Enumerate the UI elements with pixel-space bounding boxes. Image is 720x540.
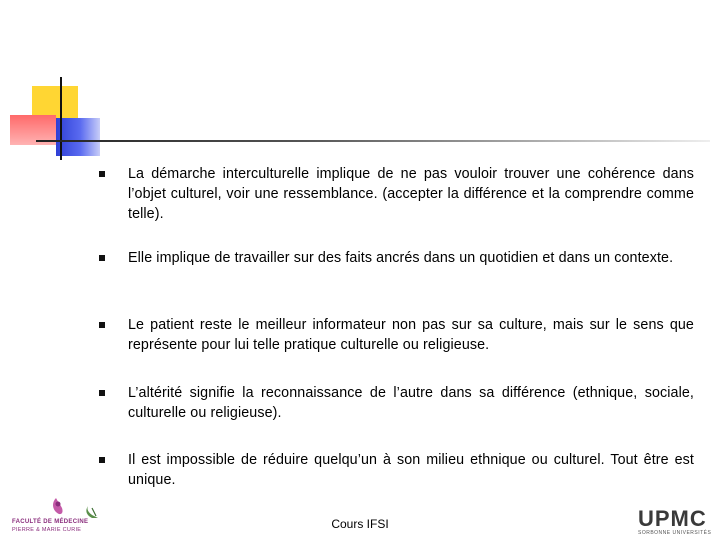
bullet-text: Le patient reste le meilleur informateur non pas sur sa culture, mais sur le sens que représente pour lui telle pratique culturelle ou religieuse. — [128, 317, 694, 353]
bullet-text: Il est impossible de réduire quelqu’un à son milieu ethnique ou culturel. Tout être est unique. — [128, 452, 694, 488]
decor-vertical-line — [60, 77, 62, 160]
decor-blue-square — [56, 118, 100, 156]
faculty-logo-line2: PIERRE & MARIE CURIE — [12, 527, 82, 533]
upmc-logo-sub: SORBONNE UNIVERSITÉS — [638, 530, 712, 536]
bullet-square-icon — [99, 171, 105, 177]
bullet-text: Elle implique de travailler sur des faits ancrés dans un quotidien et dans un contexte. — [128, 250, 674, 266]
upmc-logo-name: UPMC — [638, 506, 707, 531]
faculty-logo-line1: FACULTÉ DE MÉDECINE — [12, 519, 89, 525]
footer-label: Cours IFSI — [331, 517, 389, 531]
bullet-text: La démarche interculturelle implique de ne pas vouloir trouver une cohérence dans l’objet culturel, voir une ressemblance. (accepter la différence et la comprendre comme telle). — [128, 166, 694, 222]
bullet-square-icon — [99, 457, 105, 463]
bullet-text: L’altérité signifie la reconnaissance de l’autre dans sa différence (ethnique, sociale, culturelle ou religieuse). — [128, 385, 694, 421]
upmc-logo — [632, 506, 716, 540]
bullet-square-icon — [99, 322, 105, 328]
bullet-square-icon — [99, 390, 105, 396]
title-divider-line — [36, 140, 710, 142]
bullet-square-icon — [99, 255, 105, 261]
